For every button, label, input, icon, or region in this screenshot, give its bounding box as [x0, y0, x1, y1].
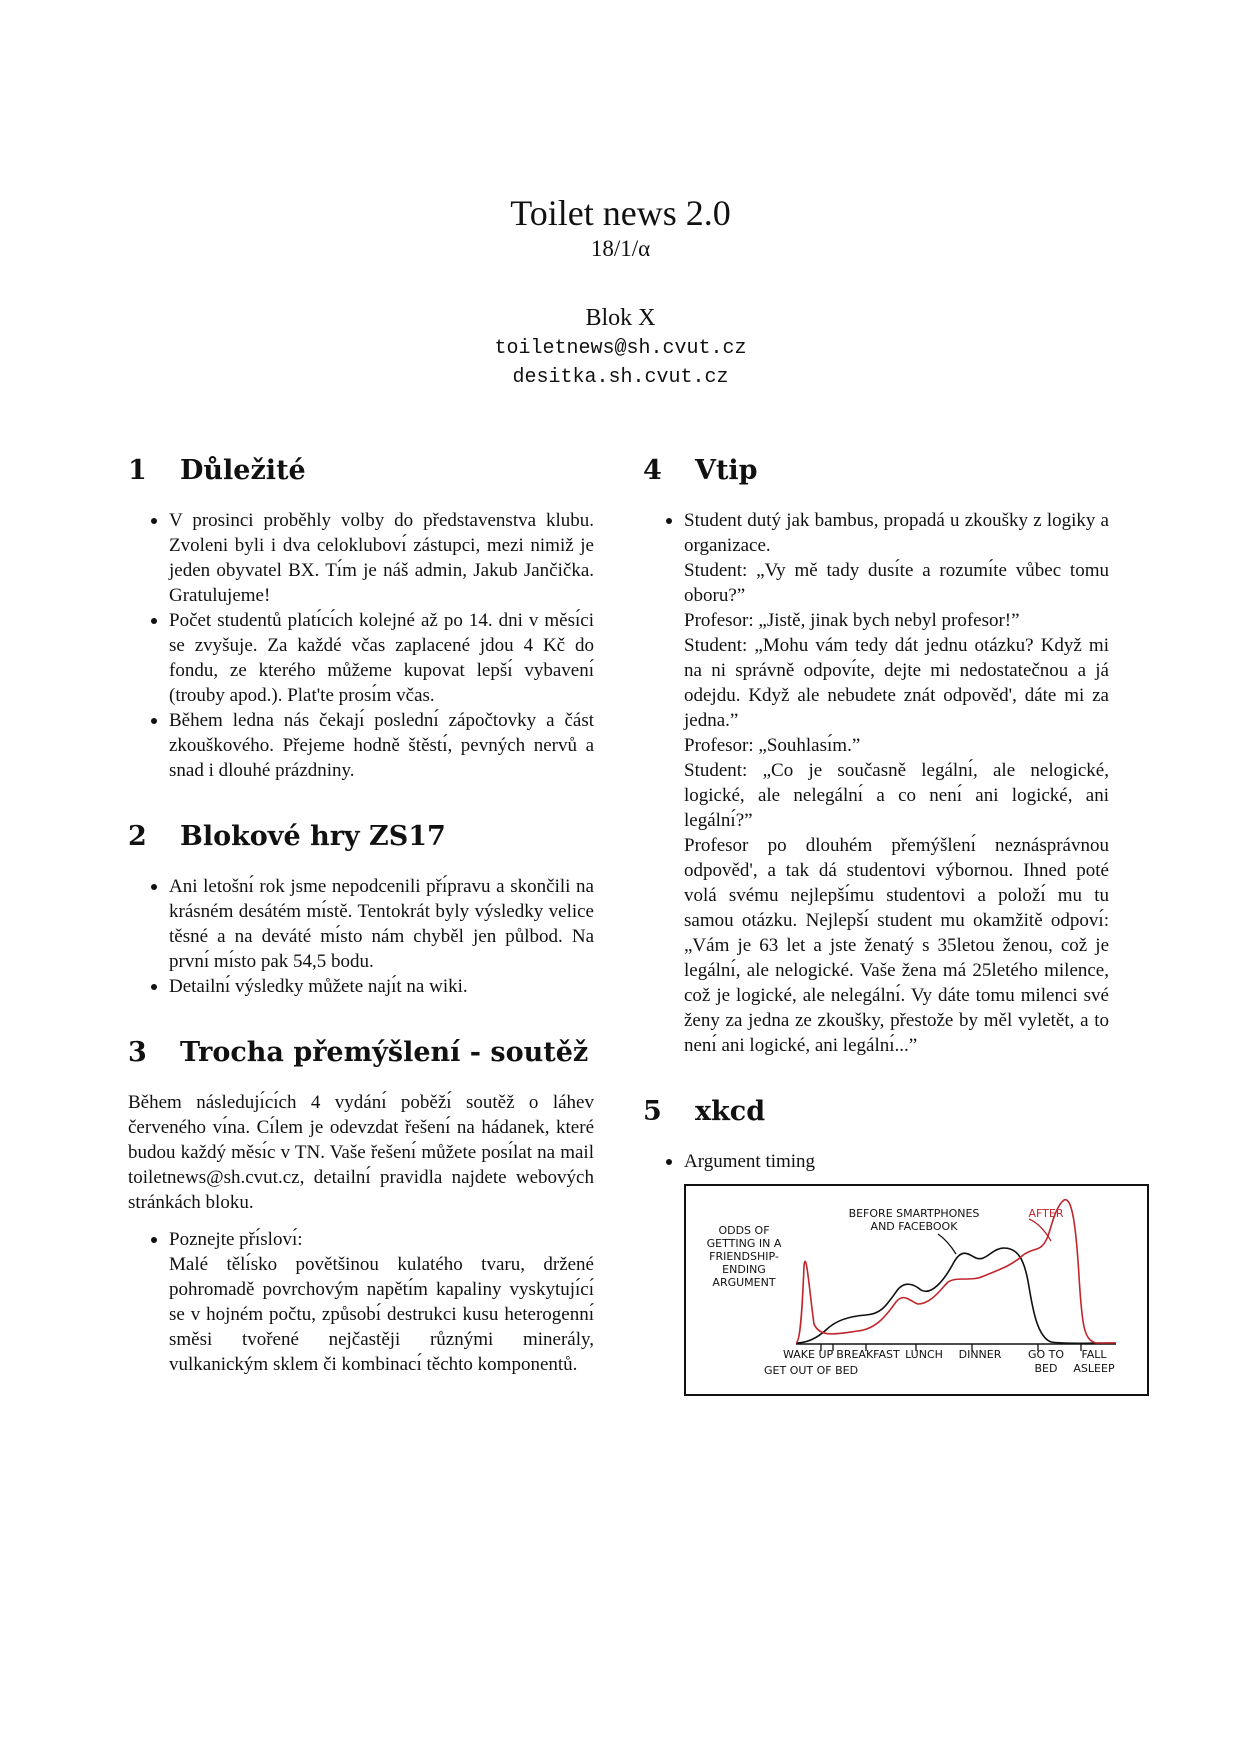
section-heading — [128, 455, 594, 486]
xlabel: BREAKFAST — [836, 1348, 900, 1361]
before-label: BEFORE SMARTPHONES — [848, 1207, 980, 1220]
before-leader-line — [938, 1234, 956, 1254]
list-item: Během ledna nás čekajı́ poslednı́ zápočtovky a část zkouškového. Přejeme hodně štěstı́, pevných nervů a snad i dlouhé prázdniny. — [128, 708, 594, 783]
list-item: V prosinci proběhly volby do představenstva klubu. Zvoleni byli i dva celoklubovı́ zástupci, mezi nimiž je jeden obyvatel BX. Tı́m je náš admin, Jakub Jančička. Gratulujeme! — [128, 508, 594, 608]
section-title: Vtip — [695, 455, 758, 486]
xlabel: WAKE UP — [783, 1348, 834, 1361]
website: desitka.sh.cvut.cz — [512, 366, 729, 389]
section-number: 4 — [643, 455, 662, 486]
section-contest — [128, 1037, 594, 1377]
joke-line: Student dutý jak bambus, propadá u zkoušky z logiky a organizace. — [684, 510, 1109, 556]
right-column — [643, 455, 1115, 1396]
section-number: 1 — [128, 455, 147, 486]
bullet-list — [643, 508, 1109, 1058]
xlabel: GO TO — [1027, 1348, 1065, 1361]
section-heading — [643, 455, 1109, 486]
joke-line: Student: „Co je současně legálnı́, ale nelogické, logické, ale nelegálnı́ a co nenı́ ani logické, ani legálnı́?” — [684, 760, 1109, 831]
section-heading — [128, 1037, 594, 1068]
section-number: 2 — [128, 821, 147, 852]
xlabel: FALL — [1081, 1348, 1107, 1361]
ylabel-line: ARGUMENT — [712, 1276, 776, 1289]
xlabel: DINNER — [958, 1348, 1002, 1361]
comic-drawing — [686, 1186, 1147, 1394]
section-heading — [128, 821, 594, 852]
bullet-list — [128, 1227, 594, 1377]
list-item: Argument timing — [643, 1149, 1109, 1174]
list-item — [643, 508, 1109, 1058]
joke-line: Student: „Mohu vám tedy dát jednu otázku? Když mi na ni správně odpovı́te, dejte mi nedostatečnou a já odejdu. Když ale nebudete znát odpověd', dáte mi za jedna.” — [684, 635, 1109, 731]
joke-line: Profesor po dlouhém přemýšlenı́ neznásprávnou odpověd', a tak dá studentovi výbornou. Ihned poté volá svému nejlepšı́mu studentovi a položı́ mu tu samou otázku. Nejlepšı́ student mu okamžitě odpovı́: „Vám je 63 let a jste ženatý s 35letou ženou, což je legálnı́, ale nelogické. Vaše žena má 25letého milence, což je logické, ale nelegálnı́. Vy dáte tomu milenci své ženy za jedna ze zkoušky, přestože by měl vyletět, a to nenı́ ani logické, ani legálnı́...” — [684, 835, 1109, 1056]
after-label: AFTER — [1028, 1207, 1064, 1220]
section-number: 5 — [643, 1096, 662, 1127]
list-item: Počet studentů platı́cı́ch kolejné až po 14. dni v měsı́ci se zvyšuje. Za každé včas zaplacené jdou 4 Kč do fondu, ze kterého můžeme kupovat lepšı́ vybavenı́ (trouby apod.). Plat'te prosı́m včas. — [128, 608, 594, 708]
left-column — [128, 455, 594, 1377]
xlabel: LUNCH — [905, 1348, 943, 1361]
xlabel: GET OUT OF BED — [764, 1364, 859, 1377]
xlabel: BED — [1034, 1362, 1058, 1375]
bullet-list — [128, 874, 594, 999]
section-title: Důležité — [180, 455, 306, 486]
joke-line: Profesor: „Souhlası́m.” — [684, 735, 861, 756]
contest-intro: Během následujı́cı́ch 4 vydánı́ poběžı́ soutěž o láhev červeného vı́na. Cı́lem je odevzdat řešenı́ na hádanek, které budou každý měsı́c v TN. Vaše řešenı́ můžete posı́lat na mail toiletnews@sh.cvut.cz, detailnı́ pravidla najdete webových stránkách bloku. — [128, 1092, 594, 1213]
ylabel-line: FRIENDSHIP- — [709, 1250, 779, 1263]
section-xkcd — [643, 1096, 1115, 1396]
section-title: Trocha přemýšlenı́ - soutěž — [180, 1037, 589, 1068]
section-block-games — [128, 821, 594, 999]
section-joke — [643, 455, 1109, 1058]
ylabel-line: GETTING IN A — [706, 1237, 782, 1250]
author: Blok X — [585, 305, 656, 331]
xlabel: ASLEEP — [1073, 1362, 1115, 1375]
list-item — [128, 1227, 594, 1377]
proverb-text: Malé tělı́sko povětšinou kulatého tvaru, držené pohromadě povrchovým napětı́m kapaliny vyskytujı́cı́ se v hojném počtu, způsobı́ destrukci kusu heterogennı́ směsi tvořené nejčastěji různými minerály, vulkanickým sklem či kombinacı́ těchto komponentů. — [169, 1254, 594, 1375]
bullet-list — [128, 508, 594, 783]
joke-line: Profesor: „Jistě, jinak bych nebyl profesor!” — [684, 610, 1020, 631]
before-label: AND FACEBOOK — [870, 1220, 958, 1233]
contact-email: toiletnews@sh.cvut.cz — [494, 337, 747, 360]
before-curve — [796, 1248, 1116, 1343]
joke-line: Student: „Vy mě tady dusı́te a rozumı́te vůbec tomu oboru?” — [684, 560, 1109, 606]
ylabel-line: ENDING — [722, 1263, 766, 1276]
bullet-list — [643, 1149, 1109, 1174]
document-title: Toilet news 2.0 — [510, 193, 731, 233]
ylabel-line: ODDS OF — [718, 1224, 770, 1237]
xkcd-comic — [684, 1184, 1149, 1396]
section-title: Blokové hry ZS17 — [180, 821, 446, 852]
list-item: Detailnı́ výsledky můžete najı́t na wiki. — [128, 974, 594, 999]
list-item: Ani letošnı́ rok jsme nepodcenili přı́pravu a skončili na krásném desátém mı́stě. Tentokrát byly výsledky velice těsné a na deváté mı́sto nám chyběl jen půlbod. Na prvnı́ mı́sto pak 54,5 bodu. — [128, 874, 594, 974]
section-important — [128, 455, 594, 783]
issue-date: 18/1/α — [590, 236, 651, 261]
section-number: 3 — [128, 1037, 147, 1068]
section-title: xkcd — [695, 1096, 766, 1127]
proverb-label: Poznejte přı́slovı́: — [169, 1229, 303, 1250]
section-heading — [643, 1096, 1109, 1127]
